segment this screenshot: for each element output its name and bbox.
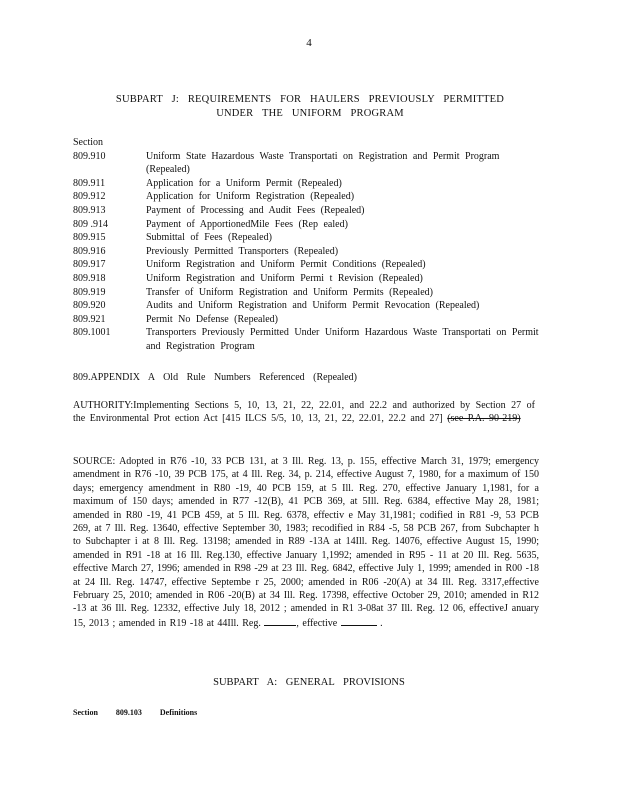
definition-section-label: Section: [73, 708, 98, 717]
toc-section-number: 809.917: [73, 259, 106, 271]
toc-section-title: Submittal of Fees (Repealed): [146, 232, 272, 244]
page-number: 4: [306, 37, 312, 49]
authority-note: [73, 399, 535, 426]
toc-row: [73, 150, 543, 177]
table-of-contents: [73, 136, 543, 354]
toc-section-number: 809.913: [73, 204, 106, 216]
subpart-j-heading-line2: UNDER THE UNIFORM PROGRAM: [216, 108, 404, 119]
definition-section-line: [73, 708, 197, 717]
toc-row: [73, 326, 543, 353]
toc-row: [73, 272, 543, 286]
subpart-j-heading: [80, 93, 540, 121]
toc-section-title: Uniform Registration and Uniform Permit Conditions (Repealed): [146, 259, 426, 271]
toc-row: [73, 231, 543, 245]
toc-section-number: 809.911: [73, 177, 106, 189]
toc-section-title: Uniform Registration and Uniform Permi t Revision (Repealed): [146, 272, 423, 284]
definition-section-number: 809.103: [115, 708, 142, 717]
source-tail-period: .: [380, 617, 383, 629]
subpart-a-heading: SUBPART A: GENERAL PROVISIONS: [213, 677, 405, 688]
toc-section-number: 809.910: [73, 150, 106, 162]
toc-section-title: Transporters Previously Permitted Under Uniform Hazardous Waste Transportati on Permit and Registration Program: [146, 327, 539, 352]
toc-section-title: Payment of Processing and Audit Fees (Repealed): [146, 204, 365, 216]
source-tail-comma: ,: [296, 617, 299, 629]
appendix-entry: 809.APPENDIX A Old Rule Numbers Referenced (Repealed): [73, 372, 357, 383]
toc-section-number: 809.920: [73, 300, 106, 312]
definition-section-title: Definitions: [159, 708, 198, 717]
toc-header: Section: [73, 137, 103, 148]
toc-section-title: Audits and Uniform Registration and Uniform Permit Revocation (Repealed): [146, 300, 480, 312]
toc-section-number: 809.912: [73, 191, 106, 203]
toc-section-number: 809.919: [73, 286, 106, 298]
toc-section-number: 809.915: [73, 232, 106, 244]
toc-section-title: Previously Permitted Transporters (Repealed): [146, 245, 339, 257]
toc-row: [73, 258, 543, 272]
authority-struck-text: (see P.A. 90-219): [447, 413, 521, 425]
blank-line: [341, 616, 377, 626]
toc-row: [73, 286, 543, 300]
toc-section-number: 809.1001: [73, 327, 111, 339]
toc-row: [73, 204, 543, 218]
subpart-j-heading-line1: SUBPART J: REQUIREMENTS FOR HAULERS PREVIOUSLY PERMITTED: [115, 94, 505, 105]
toc-row: [73, 218, 543, 232]
source-text: SOURCE: Adopted in R76 -10, 33 PCB 131, at 3 Ill. Reg. 13, p. 155, effective March 31, 1979; emergency amendment in R76 -10, 39 PCB 175, at 4 Ill. Reg. 34, p. 214, effective August 7, 1980, for a maximum of 150 days; emergency amendment in R80 -19, 40 PCB 159, at 5 Ill. Reg. 270, effective January 1,1981, for a maximum of 150 days; amended in R77 -12(B), 41 PCB 369, at 5Ill. Reg. 6384, effective May 28, 1981; amended in R80 -19, 41 PCB 459, at 5 Ill. Reg. 6378, effectiv e May 31,1981; codified in R81 -9, 53 PCB 269, at 7 Ill. Reg. 13640, effective September 30, 1983; recodified in R84 -5, 58 PCB 267, from Subchapter h to Subchapter i at 8 Ill. Reg. 13198; amended in R89 -13A at 14Ill. Reg. 14076, effective August 15, 1990; amended in R91 -18 at 16 Ill. Reg.130, effective January 1,1992; amended in R95 - 11 at 20 Ill. Reg. 5635, effective March 27, 1996; amended in R98 -29 at 23 Ill. Reg. 6842, effective July 1, 1999; amended in R00 -18 at 24 Ill. Reg. 14747, effective Septembe r 25, 2000; amended in R06 -20(A) at 34 Ill. Reg. 3317,effective February 25, 2010; amended in R06 -20(B) at 34 Ill. Reg. 17398, effective October 29, 2010; amended in R12 -13 at 36 Ill. Reg. 12332, effective July 18, 2012 ; amended in R1 3-08at 37 Ill. Reg. 12 06, effectiveJ anuary 15, 2013 ; amended in R19 -18 at 44Ill. Reg.: [73, 456, 539, 629]
toc-section-title: Permit No Defense (Repealed): [146, 313, 279, 325]
toc-section-number: 809.918: [73, 272, 106, 284]
toc-section-number: 809.921: [73, 313, 106, 325]
source-note: [73, 455, 539, 630]
toc-row: [73, 245, 543, 259]
toc-section-title: Application for a Uniform Permit (Repealed): [146, 177, 342, 189]
toc-section-title: Application for Uniform Registration (Repealed): [146, 191, 355, 203]
toc-row: [73, 313, 543, 327]
toc-section-title: Transfer of Uniform Registration and Uniform Permits (Repealed): [146, 286, 433, 298]
toc-row: [73, 190, 543, 204]
toc-section-number: 809.916: [73, 245, 106, 257]
blank-line: [264, 616, 296, 626]
toc-section-title: Uniform State Hazardous Waste Transportati on Registration and Permit Program (Repealed): [146, 150, 500, 176]
source-tail-effective: effective: [302, 617, 338, 629]
toc-row: [73, 177, 543, 191]
toc-section-number: 809 .914: [73, 218, 108, 230]
toc-section-title: Payment of ApportionedMile Fees (Rep ealed): [146, 218, 348, 230]
authority-text: AUTHORITY:Implementing Sections 5, 10, 13, 21, 22, 22.01, and 22.2 and authorized by Section 27 of the Environmental Prot ection Act [415 ILCS 5/5, 10, 13, 21, 22, 22.01, 22.2 and 27]: [73, 400, 535, 425]
toc-row: [73, 299, 543, 313]
